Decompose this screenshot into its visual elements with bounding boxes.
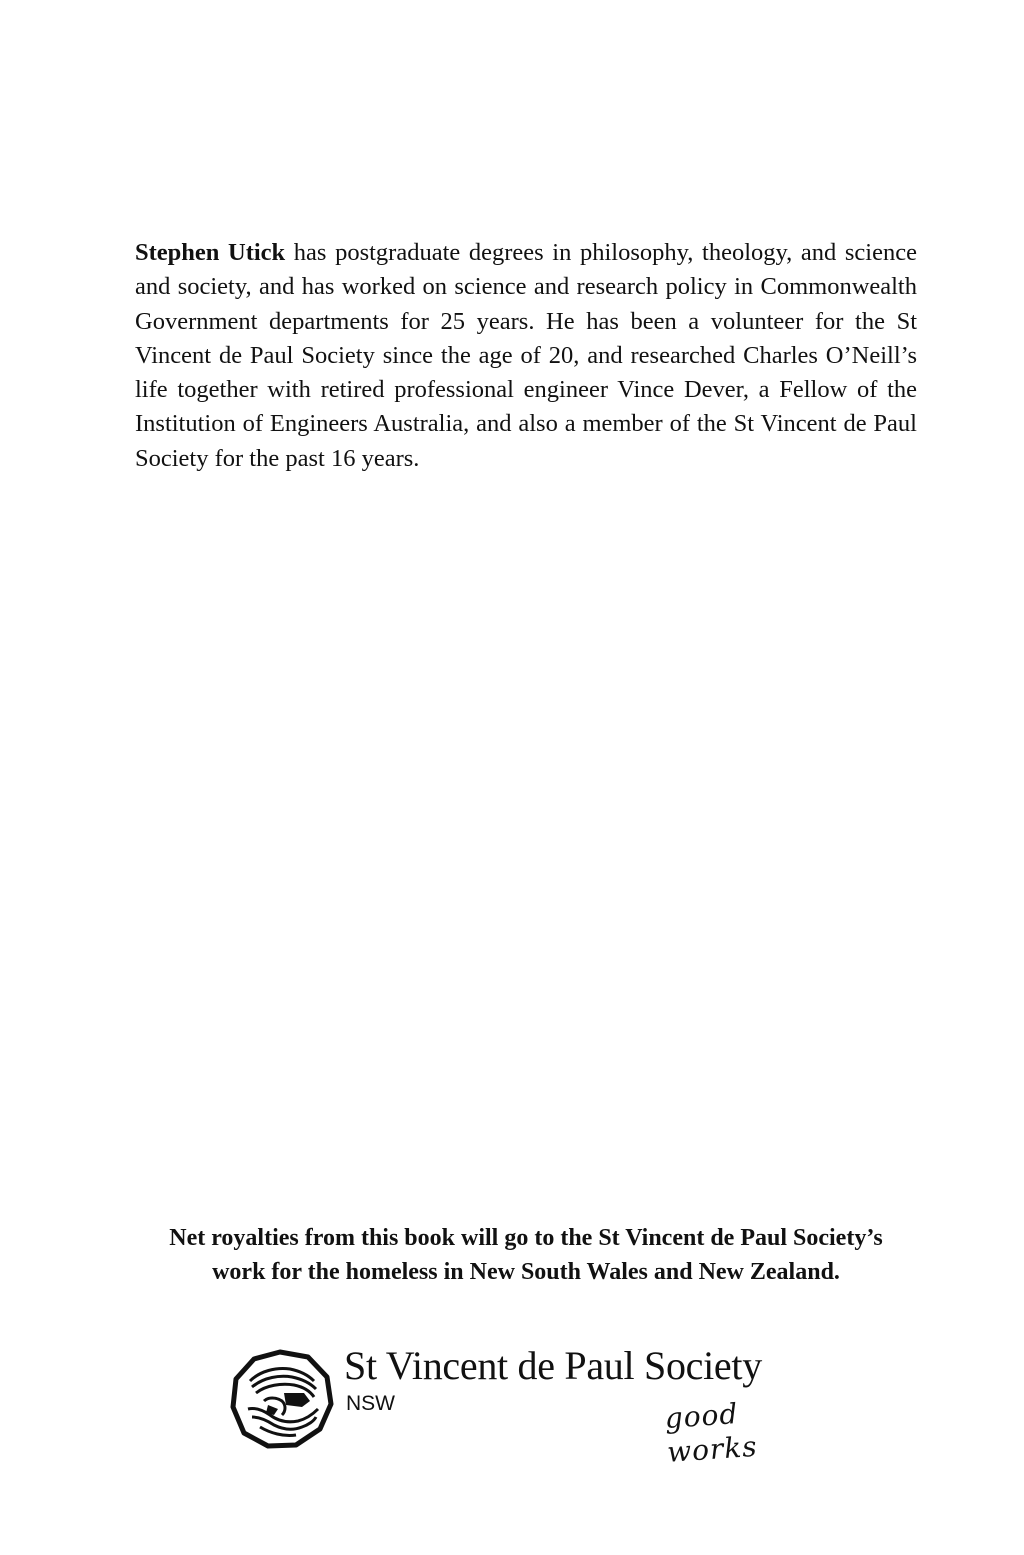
royalties-line-2: work for the homeless in New South Wales and New Zealand. [212, 1259, 840, 1285]
author-bio [135, 236, 917, 476]
author-name: Stephen Utick [135, 239, 286, 266]
society-tagline: good works [663, 1396, 759, 1469]
society-emblem-icon [230, 1349, 334, 1449]
society-name: St Vincent de Paul Society [344, 1343, 762, 1388]
author-bio-text: has postgraduate degrees in philosophy, theology, and science and society, and has worked on science and research policy in Commonwealth Government departments for 25 years. He has been a volunteer for the St Vincent de Paul Society since the age of 20, and researched Charles O’Neill’s life together with retired professional engineer Vince Dever, a Fellow of the Institution of Engineers Australia, and also a member of the St Vincent de Paul Society for the past 16 years. [135, 239, 917, 472]
society-region: NSW [346, 1392, 395, 1415]
society-logo [230, 1343, 830, 1469]
royalties-notice [120, 1221, 932, 1289]
royalties-line-1: Net royalties from this book will go to the St Vincent de Paul Society’s [169, 1225, 883, 1251]
